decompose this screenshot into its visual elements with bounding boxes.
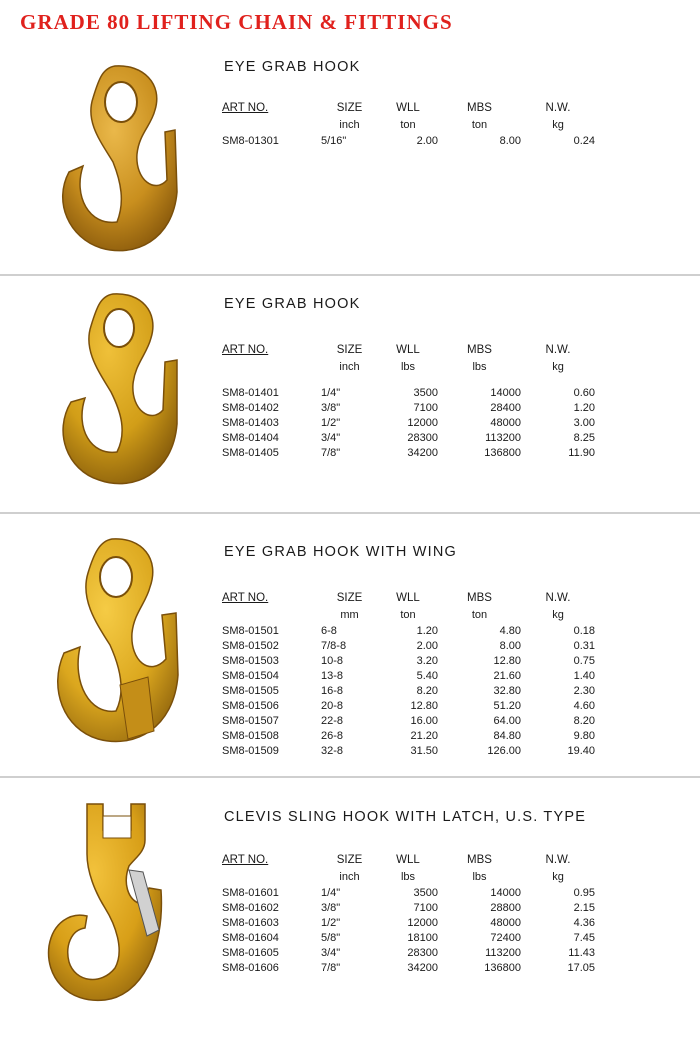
wll-cell: 3500 xyxy=(413,386,438,399)
wll-cell: 34200 xyxy=(407,961,438,974)
wll-cell: 2.00 xyxy=(416,639,438,652)
table-row xyxy=(222,698,595,713)
mbs-cell: 84.80 xyxy=(493,729,521,742)
size-cell: 20-8 xyxy=(321,699,344,712)
spec-table xyxy=(222,588,595,758)
col-header: WLL xyxy=(396,591,420,604)
mbs-cell: 136800 xyxy=(484,961,521,974)
unit-cell xyxy=(222,869,317,885)
mbs-cell: 12.80 xyxy=(493,654,521,667)
size-cell: 3/4" xyxy=(321,946,341,959)
wll-cell: 3500 xyxy=(413,886,438,899)
table-row xyxy=(222,743,595,758)
unit-cell xyxy=(222,359,317,375)
wll-cell: 31.50 xyxy=(410,744,438,757)
art-no-cell: SM8-01506 xyxy=(222,699,279,712)
art-no-cell: SM8-01603 xyxy=(222,916,279,929)
wll-cell: 16.00 xyxy=(410,714,438,727)
art-no-cell: SM8-01505 xyxy=(222,684,279,697)
table-row xyxy=(222,885,595,900)
nw-cell: 7.45 xyxy=(573,931,595,944)
unit-cell: kg xyxy=(552,361,564,373)
table-row xyxy=(222,930,595,945)
table-row xyxy=(222,915,595,930)
art-no-cell: SM8-01501 xyxy=(222,624,279,637)
unit-cell: ton xyxy=(471,609,488,621)
art-no-cell: SM8-01503 xyxy=(222,654,279,667)
nw-cell: 1.20 xyxy=(573,401,595,414)
wll-cell: 1.20 xyxy=(416,624,438,637)
unit-cell: kg xyxy=(552,609,564,621)
nw-cell: 1.40 xyxy=(573,669,595,682)
unit-cell: lbs xyxy=(472,361,487,373)
mbs-cell: 32.80 xyxy=(493,684,521,697)
size-cell: 7/8" xyxy=(321,961,341,974)
mbs-cell: 113200 xyxy=(485,946,521,959)
col-header: N.W. xyxy=(545,101,571,114)
wll-cell: 2.00 xyxy=(416,134,438,147)
units-row xyxy=(222,117,595,133)
art-no-cell: SM8-01403 xyxy=(222,416,279,429)
spec-table xyxy=(222,340,595,460)
size-cell: 16-8 xyxy=(321,684,344,697)
section-divider xyxy=(0,512,700,514)
nw-cell: 19.40 xyxy=(567,744,595,757)
art-no-cell: SM8-01404 xyxy=(222,431,279,444)
col-header: SIZE xyxy=(336,343,363,356)
section-title: CLEVIS SLING HOOK WITH LATCH, U.S. TYPE xyxy=(224,809,587,825)
nw-cell: 8.25 xyxy=(573,431,595,444)
mbs-cell: 51.20 xyxy=(493,699,521,712)
table-row xyxy=(222,430,595,445)
nw-cell: 11.90 xyxy=(568,446,595,459)
wll-cell: 7100 xyxy=(413,901,438,914)
size-cell: 7/8-8 xyxy=(321,639,347,652)
col-header: WLL xyxy=(396,853,420,866)
col-header: WLL xyxy=(396,343,420,356)
clevis-sling-hook-image xyxy=(45,800,195,1010)
units-row xyxy=(222,607,595,623)
size-cell: 32-8 xyxy=(321,744,344,757)
size-cell: 6-8 xyxy=(321,624,337,637)
unit-cell: ton xyxy=(400,609,416,621)
wll-cell: 28300 xyxy=(407,431,438,444)
col-header: SIZE xyxy=(336,853,363,866)
size-cell: 7/8" xyxy=(321,446,341,459)
unit-cell: lbs xyxy=(472,871,487,883)
eye-grab-hook-with-wing-image xyxy=(50,535,190,755)
col-header: N.W. xyxy=(545,591,571,604)
art-no-cell: SM8-01405 xyxy=(222,446,279,459)
art-no-cell: SM8-01602 xyxy=(222,901,279,914)
art-no-cell: SM8-01402 xyxy=(222,401,279,414)
unit-cell: kg xyxy=(552,871,564,883)
unit-cell: inch xyxy=(339,119,360,131)
nw-cell: 0.60 xyxy=(573,386,595,399)
table-row xyxy=(222,728,595,743)
art-no-cell: SM8-01605 xyxy=(222,946,279,959)
mbs-cell: 28800 xyxy=(490,901,521,914)
unit-cell xyxy=(222,117,317,133)
section-divider xyxy=(0,776,700,778)
nw-cell: 4.60 xyxy=(573,699,595,712)
nw-cell: 8.20 xyxy=(573,714,595,727)
col-header: MBS xyxy=(467,343,492,356)
size-cell: 10-8 xyxy=(321,654,344,667)
wll-cell: 28300 xyxy=(407,946,438,959)
page-title: GRADE 80 LIFTING CHAIN & FITTINGS xyxy=(20,10,453,34)
size-cell: 3/8" xyxy=(321,401,341,414)
table-header-row xyxy=(222,340,595,359)
table-row xyxy=(222,623,595,638)
mbs-cell: 28400 xyxy=(490,401,521,414)
mbs-cell: 8.00 xyxy=(499,639,521,652)
unit-cell: kg xyxy=(552,119,564,131)
size-cell: 26-8 xyxy=(321,729,344,742)
nw-cell: 0.75 xyxy=(573,654,595,667)
col-header: ART NO. xyxy=(222,591,269,604)
wll-cell: 34200 xyxy=(407,446,438,459)
eye-grab-hook-image xyxy=(55,290,190,495)
size-cell: 22-8 xyxy=(321,714,344,727)
col-header: MBS xyxy=(467,591,492,604)
wll-cell: 12000 xyxy=(407,416,438,429)
table-row xyxy=(222,133,595,148)
col-header: ART NO. xyxy=(222,853,269,866)
table-row xyxy=(222,668,595,683)
mbs-cell: 4.80 xyxy=(499,624,521,637)
section-title: EYE GRAB HOOK xyxy=(224,296,361,312)
wll-cell: 18100 xyxy=(407,931,438,944)
mbs-cell: 72400 xyxy=(490,931,521,944)
table-row xyxy=(222,638,595,653)
section-title: EYE GRAB HOOK WITH WING xyxy=(224,544,458,560)
table-row xyxy=(222,445,595,460)
wll-cell: 12000 xyxy=(407,916,438,929)
table-row xyxy=(222,900,595,915)
unit-cell: lbs xyxy=(400,871,416,883)
unit-cell: ton xyxy=(400,119,416,131)
units-row xyxy=(222,359,595,375)
spec-table xyxy=(222,98,595,148)
size-cell: 3/4" xyxy=(321,431,341,444)
art-no-cell: SM8-01606 xyxy=(222,961,279,974)
mbs-cell: 14000 xyxy=(490,386,521,399)
nw-cell: 0.31 xyxy=(573,639,595,652)
table-row xyxy=(222,653,595,668)
mbs-cell: 48000 xyxy=(490,416,521,429)
table-row xyxy=(222,385,595,400)
unit-cell: ton xyxy=(471,119,488,131)
art-no-cell: SM8-01401 xyxy=(222,386,279,399)
size-cell: 3/8" xyxy=(321,901,341,914)
art-no-cell: SM8-01301 xyxy=(222,134,279,147)
nw-cell: 11.43 xyxy=(568,946,595,959)
wll-cell: 12.80 xyxy=(410,699,438,712)
col-header: N.W. xyxy=(545,853,571,866)
unit-cell: inch xyxy=(339,871,360,883)
table-row xyxy=(222,960,595,975)
table-row xyxy=(222,400,595,415)
nw-cell: 9.80 xyxy=(573,729,595,742)
size-cell: 5/8" xyxy=(321,931,341,944)
unit-cell: inch xyxy=(339,361,360,373)
spec-table xyxy=(222,850,595,975)
col-header: WLL xyxy=(396,101,420,114)
mbs-cell: 64.00 xyxy=(493,714,521,727)
nw-cell: 0.24 xyxy=(573,134,595,147)
col-header: ART NO. xyxy=(222,101,269,114)
section-divider xyxy=(0,274,700,276)
table-header-row xyxy=(222,98,595,117)
mbs-cell: 136800 xyxy=(484,446,521,459)
mbs-cell: 48000 xyxy=(490,916,521,929)
unit-cell: lbs xyxy=(400,361,416,373)
mbs-cell: 126.00 xyxy=(487,744,521,757)
wll-cell: 8.20 xyxy=(416,684,438,697)
table-header-row xyxy=(222,850,595,869)
col-header: SIZE xyxy=(336,591,363,604)
table-row xyxy=(222,945,595,960)
art-no-cell: SM8-01601 xyxy=(222,886,279,899)
art-no-cell: SM8-01604 xyxy=(222,931,279,944)
units-row xyxy=(222,869,595,885)
size-cell: 1/2" xyxy=(321,416,341,429)
col-header: MBS xyxy=(467,101,492,114)
size-cell: 1/4" xyxy=(321,886,341,899)
mbs-cell: 113200 xyxy=(485,431,521,444)
table-header-row xyxy=(222,588,595,607)
section-title: EYE GRAB HOOK xyxy=(224,59,361,75)
nw-cell: 0.18 xyxy=(573,624,595,637)
col-header: ART NO. xyxy=(222,343,269,356)
mbs-cell: 14000 xyxy=(490,886,521,899)
wll-cell: 5.40 xyxy=(416,669,438,682)
art-no-cell: SM8-01507 xyxy=(222,714,279,727)
wll-cell: 7100 xyxy=(413,401,438,414)
col-header: SIZE xyxy=(336,101,363,114)
nw-cell: 4.36 xyxy=(573,916,595,929)
unit-cell xyxy=(222,607,317,623)
art-no-cell: SM8-01508 xyxy=(222,729,279,742)
size-cell: 13-8 xyxy=(321,669,344,682)
mbs-cell: 21.60 xyxy=(493,669,521,682)
art-no-cell: SM8-01504 xyxy=(222,669,279,682)
nw-cell: 3.00 xyxy=(573,416,595,429)
size-cell: 1/4" xyxy=(321,386,341,399)
wll-cell: 3.20 xyxy=(416,654,438,667)
nw-cell: 2.30 xyxy=(573,684,595,697)
unit-cell: mm xyxy=(340,609,359,621)
mbs-cell: 8.00 xyxy=(499,134,521,147)
size-cell: 1/2" xyxy=(321,916,341,929)
nw-cell: 17.05 xyxy=(567,961,595,974)
wll-cell: 21.20 xyxy=(410,729,438,742)
nw-cell: 0.95 xyxy=(573,886,595,899)
col-header: MBS xyxy=(467,853,492,866)
table-row xyxy=(222,415,595,430)
art-no-cell: SM8-01509 xyxy=(222,744,279,757)
nw-cell: 2.15 xyxy=(573,901,595,914)
art-no-cell: SM8-01502 xyxy=(222,639,279,652)
col-header: N.W. xyxy=(545,343,571,356)
table-row xyxy=(222,683,595,698)
size-cell: 5/16" xyxy=(321,134,347,147)
table-row xyxy=(222,713,595,728)
eye-grab-hook-image xyxy=(55,62,190,262)
